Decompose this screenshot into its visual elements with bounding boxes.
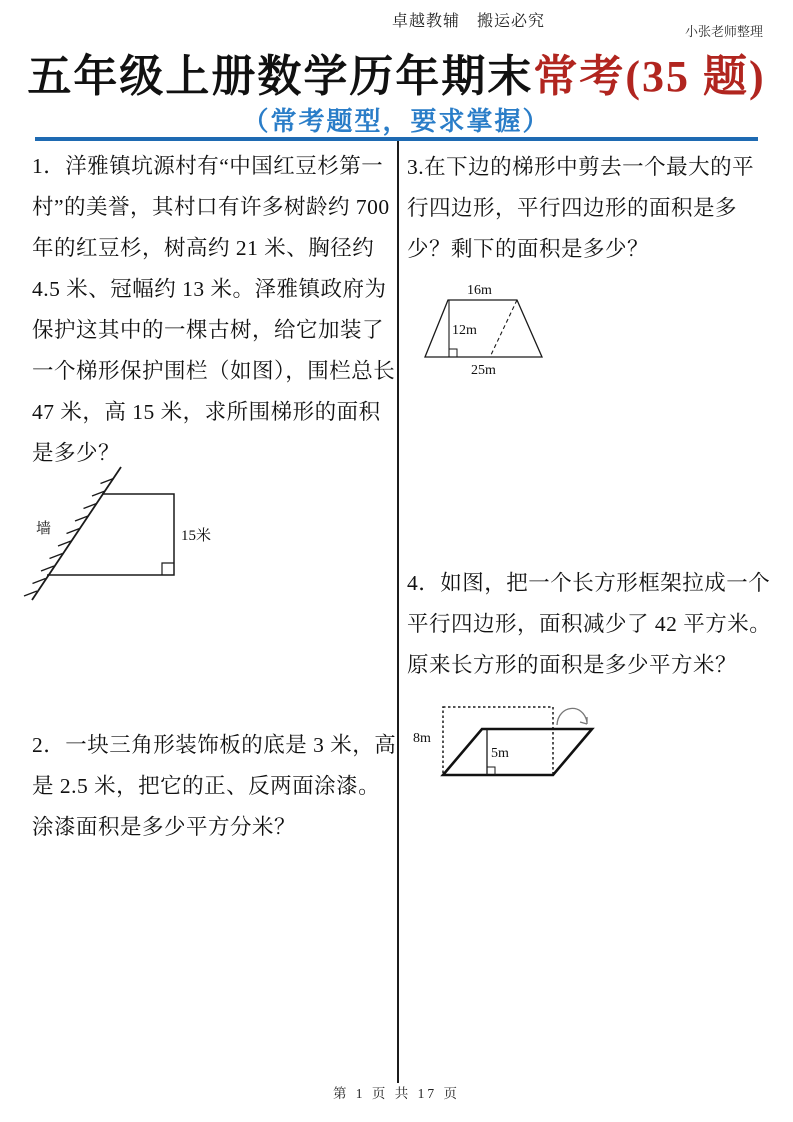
header-watermark: 卓越教辅 搬运必究 [392,13,546,30]
problem-3-line: 3.在下边的梯形中剪去一个最大的平 [407,155,755,179]
wall-hatch-marks [24,479,114,597]
problem-2-text [32,725,396,848]
problem-4-line: 平行四边形，面积减少了 42 平方米。 [407,612,772,636]
problem-3-line: 少？剩下的面积是多少？ [407,237,650,261]
problem-4-line: 4．如图，把一个长方形框架拉成一个 [407,571,771,595]
title-black-part: 五年级上册数学历年期末 [27,52,534,101]
problem-3-line: 行四边形，平行四边形的面积是多 [407,196,738,220]
title-red-part: 常考(35 题) [533,52,766,101]
bottom-length-label: 25m [471,363,496,378]
problem-2-line: 涂漆面积是多少平方分米？ [32,815,297,839]
trapezoid-outline [47,494,174,575]
problem-1-text [32,146,395,474]
problem-3-diagram [410,275,610,385]
trapezoid-outline [425,300,542,357]
problem-1-line: 47 米，高 15 米，求所围梯形的面积 [32,400,381,424]
parallelogram-cut-dashed-line [490,300,517,357]
original-rectangle-dashed [443,707,553,775]
problem-4-text [407,563,771,686]
top-length-label: 16m [467,283,492,298]
page-number-footer: 第 1 页 共 17 页 [332,1086,461,1101]
problem-1-line: 年的红豆杉，树高约 21 米、胸径约 [32,236,375,260]
problem-1-line: 1．洋雅镇坑源村有“中国红豆杉第一 [32,154,384,178]
rect-side-label: 8m [413,731,431,746]
height-length-label: 5m [491,746,509,761]
wall-label: 墙 [36,521,52,537]
problem-4-line: 原来长方形的面积是多少平方米？ [407,653,738,677]
parallelogram-outline [443,729,592,775]
page-title [0,40,793,104]
problem-1-line: 保护这其中的一棵古树，给它加装了 [32,318,385,342]
problem-3-text [407,147,754,270]
problem-1-line: 是多少？ [32,441,121,465]
header-credit: 小张老师整理 [684,24,763,39]
problem-4-diagram [400,680,660,810]
column-divider [397,141,399,1083]
side-length-label: 15米 [181,528,212,544]
problem-1-line: 一个梯形保护围栏（如图），围栏总长 [32,359,396,383]
problem-1-line: 4.5 米、冠幅约 13 米。泽雅镇政府为 [32,277,387,301]
problem-2-line: 是 2.5 米，把它的正、反两面涂漆。 [32,774,381,798]
page-subtitle: （常考题型，要求掌握） [242,107,551,136]
right-angle-mark [449,349,457,357]
height-length-label: 12m [452,323,477,338]
problem-1-line: 村”的美誉，其村口有许多树龄约 700 [32,195,390,219]
problem-2-line: 2．一块三角形装饰板的底是 3 米，高 [32,733,397,757]
right-angle-mark [162,563,174,575]
problem-1-diagram [22,460,237,605]
